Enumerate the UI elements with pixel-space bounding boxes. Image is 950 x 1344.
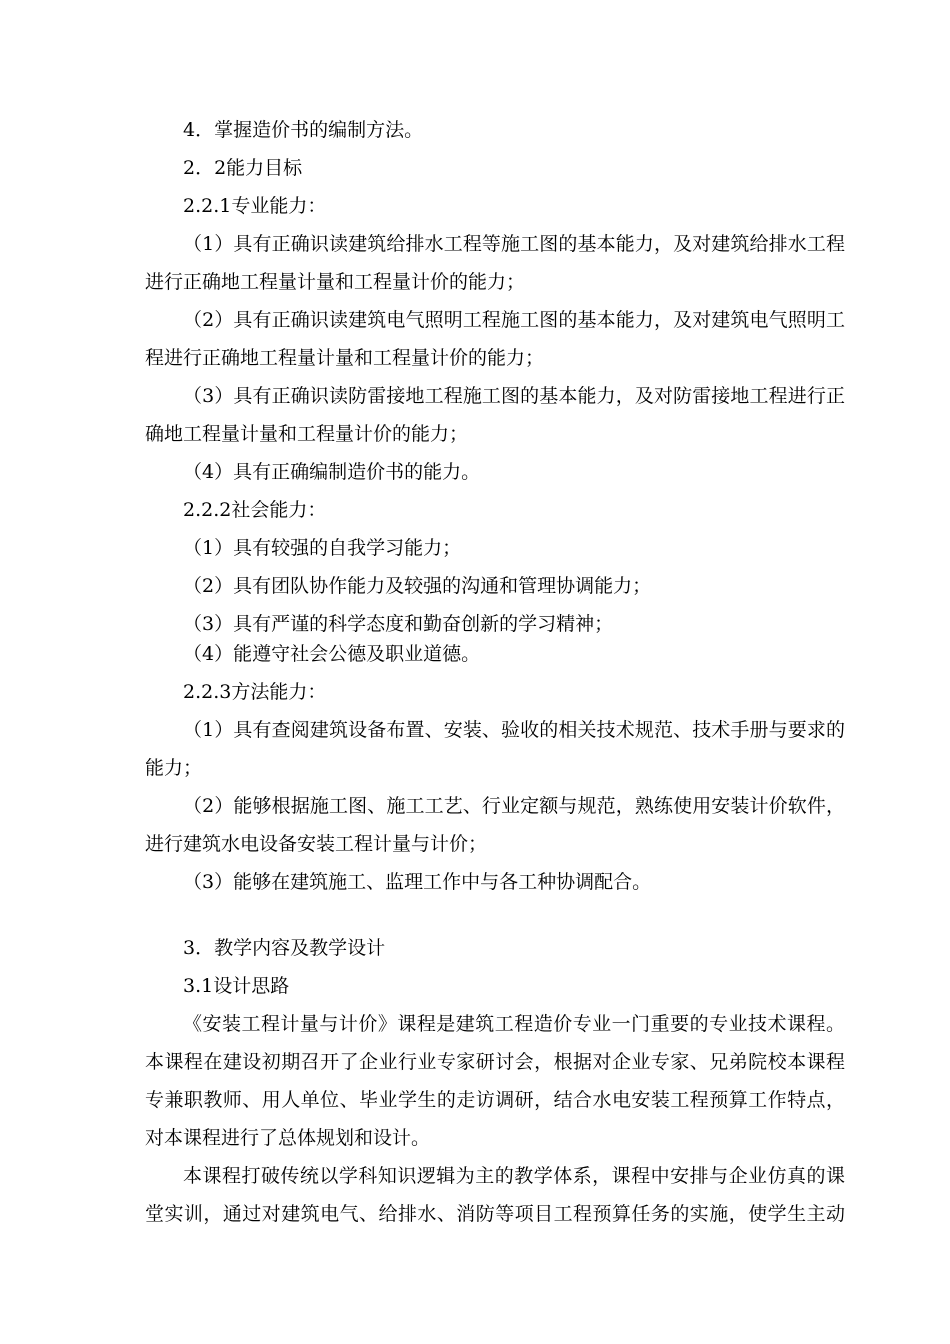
text-line: （3）能够在建筑施工、监理工作中与各工种协调配合。 (183, 871, 652, 893)
subsection-heading: 2.2.2社会能力： (183, 499, 327, 521)
text-line: （1）具有正确识读建筑给排水工程等施工图的基本能力，及对建筑给排水工程 (183, 233, 845, 255)
text-line: 程进行正确地工程量计量和工程量计价的能力； (145, 347, 545, 369)
text-line: 确地工程量计量和工程量计价的能力； (145, 423, 469, 445)
text-line: （2）具有团队协作能力及较强的沟通和管理协调能力； (183, 575, 652, 597)
text-line: 进行建筑水电设备安装工程计量与计价； (145, 833, 488, 855)
text-line: 本课程打破传统以学科知识逻辑为主的教学体系，课程中安排与企业仿真的课 (183, 1165, 845, 1187)
text-line: 进行正确地工程量计量和工程量计价的能力； (145, 271, 526, 293)
text-line: （4）具有正确编制造价书的能力。 (183, 461, 481, 483)
text-line: 本课程在建设初期召开了企业行业专家研讨会，根据对企业专家、兄弟院校本课程 (145, 1051, 845, 1073)
text-line: （2）能够根据施工图、施工工艺、行业定额与规范，熟练使用安装计价软件， (183, 795, 845, 817)
text-line: 对本课程进行了总体规划和设计。 (145, 1127, 431, 1149)
text-line: （3）具有正确识读防雷接地工程施工图的基本能力，及对防雷接地工程进行正 (183, 385, 845, 407)
text-line: （4）能遵守社会公德及职业道德。 (183, 643, 481, 665)
subsection-heading: 2.2.3方法能力： (183, 681, 327, 703)
subsection-heading: 3.1设计思路 (183, 975, 290, 997)
text-line: （1）具有查阅建筑设备布置、安装、验收的相关技术规范、技术手册与要求的 (183, 719, 845, 741)
text-line: 4．掌握造价书的编制方法。 (183, 119, 424, 141)
subsection-heading: 2.2.1专业能力： (183, 195, 327, 217)
text-line: 堂实训，通过对建筑电气、给排水、消防等项目工程预算任务的实施，使学生主动 (145, 1203, 845, 1225)
section-heading: 3．教学内容及教学设计 (183, 937, 386, 959)
text-line: （1）具有较强的自我学习能力； (183, 537, 462, 559)
section-heading: 2．2能力目标 (183, 157, 303, 179)
text-line: 专兼职教师、用人单位、毕业学生的走访调研，结合水电安装工程预算工作特点， (145, 1089, 845, 1111)
text-line: （2）具有正确识读建筑电气照明工程施工图的基本能力，及对建筑电气照明工 (183, 309, 845, 331)
text-line: 能力； (145, 757, 203, 779)
text-line: （3）具有严谨的科学态度和勤奋创新的学习精神； (183, 613, 614, 635)
text-line: 《安装工程计量与计价》课程是建筑工程造价专业一门重要的专业技术课程。 (183, 1013, 845, 1035)
